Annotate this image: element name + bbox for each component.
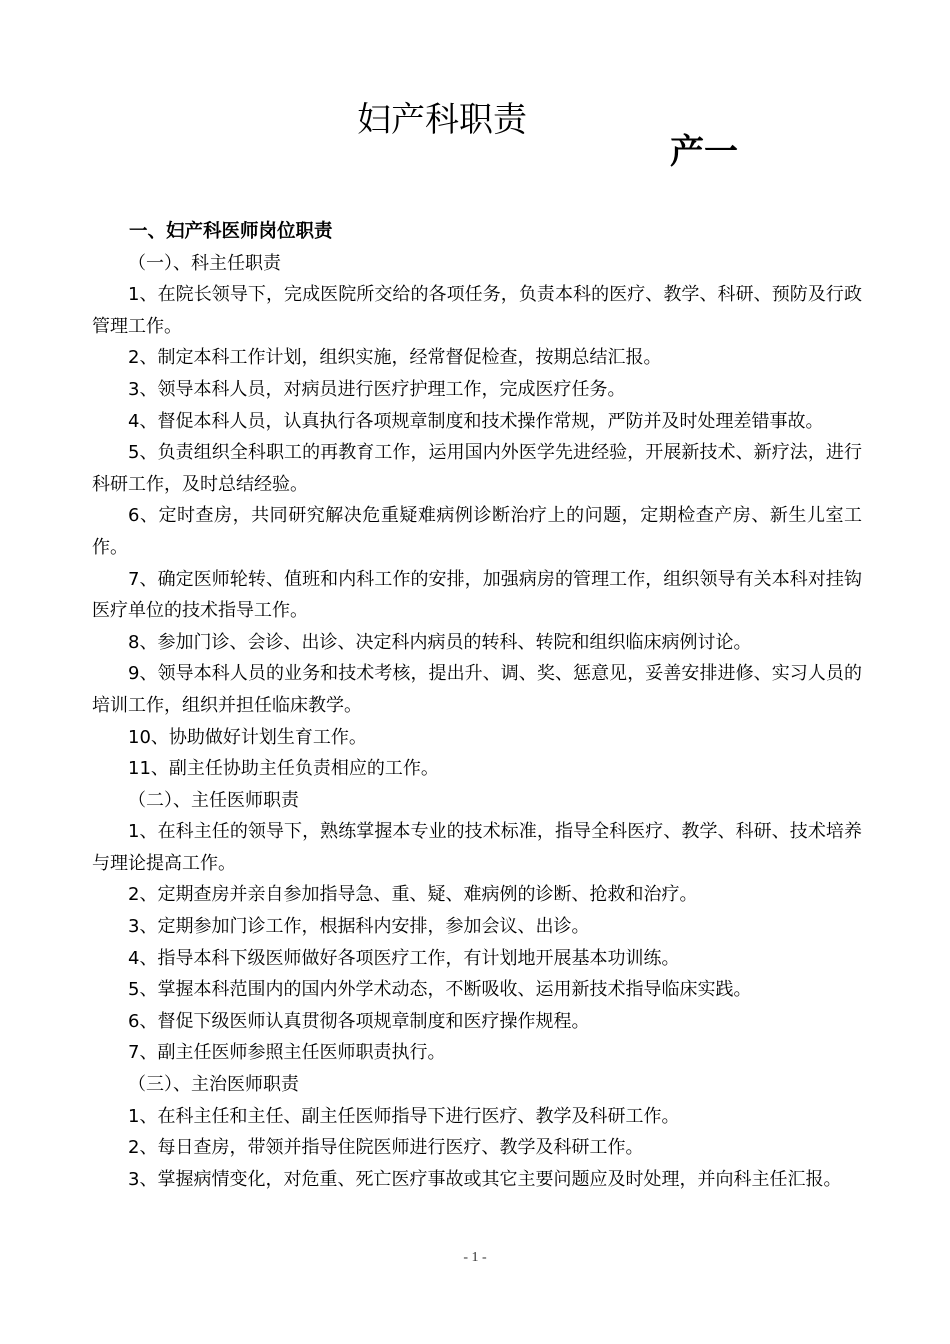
paragraph: 1、在科主任和主任、副主任医师指导下进行医疗、教学及科研工作。 <box>128 1105 680 1127</box>
paragraph: 6、督促下级医师认真贯彻各项规章制度和医疗操作规程。 <box>128 1010 590 1032</box>
paragraph: 9、领导本科人员的业务和技术考核，提出升、调、奖、惩意见，妥善安排进修、实习人员的培训工作，组织并担任临床教学。 <box>92 663 862 716</box>
paragraph: 10、协助做好计划生育工作。 <box>128 726 367 748</box>
paragraph: 2、定期查房并亲自参加指导急、重、疑、难病例的诊断、抢救和治疗。 <box>128 884 698 906</box>
paragraph: 8、参加门诊、会诊、出诊、决定科内病员的转科、转院和组织临床病例讨论。 <box>128 631 752 653</box>
subsection-heading: （三）、主治医师职责 <box>128 1074 299 1096</box>
paragraph: 2、制定本科工作计划，组织实施，经常督促检查，按期总结汇报。 <box>128 347 662 369</box>
paragraph: 6、定时查房，共同研究解决危重疑难病例诊断治疗上的问题，定期检查产房、新生儿室工作。 <box>92 505 862 558</box>
paragraph: 2、每日查房，带领并指导住院医师进行医疗、教学及科研工作。 <box>128 1137 644 1159</box>
paragraph: 3、掌握病情变化，对危重、死亡医疗事故或其它主要问题应及时处理，并向科主任汇报。 <box>128 1168 842 1190</box>
paragraph: 3、领导本科人员，对病员进行医疗护理工作，完成医疗任务。 <box>128 378 626 400</box>
paragraph: 4、指导本科下级医师做好各项医疗工作，有计划地开展基本功训练。 <box>128 947 680 969</box>
paragraph: 1、在院长领导下，完成医院所交给的各项任务，负责本科的医疗、教学、科研、预防及行政管理工作。 <box>92 284 862 337</box>
page-title: 妇产科职责 <box>357 100 527 140</box>
paragraph: 11、副主任协助主任负责相应的工作。 <box>128 758 439 780</box>
paragraph: 7、确定医师轮转、值班和内科工作的安排，加强病房的管理工作，组织领导有关本科对挂钩医疗单位的技术指导工作。 <box>92 568 862 622</box>
document-body <box>92 216 862 1195</box>
section-heading: 一、妇产科医师岗位职责 <box>129 221 333 242</box>
paragraph: 7、副主任医师参照主任医师职责执行。 <box>128 1042 446 1064</box>
paragraph: 5、负责组织全科职工的再教育工作，运用国内外医学先进经验，开展新技术、新疗法，进行科研工作，及时总结经验。 <box>92 442 862 495</box>
paragraph: 1、在科主任的领导下，熟练掌握本专业的技术标准，指导全科医疗、教学、科研、技术培养与理论提高工作。 <box>92 821 862 874</box>
page-number: - 1 - <box>463 1250 487 1265</box>
paragraph: 4、督促本科人员，认真执行各项规章制度和技术操作常规，严防并及时处理差错事故。 <box>128 410 824 432</box>
paragraph: 5、掌握本科范围内的国内外学术动态，不断吸收、运用新技术指导临床实践。 <box>128 979 752 1001</box>
subsection-heading: （二）、主任医师职责 <box>128 789 299 811</box>
subsection-heading: （一）、科主任职责 <box>128 252 281 274</box>
paragraph: 3、定期参加门诊工作，根据科内安排，参加会议、出诊。 <box>128 916 590 938</box>
page-subtitle: 产一 <box>670 132 738 172</box>
